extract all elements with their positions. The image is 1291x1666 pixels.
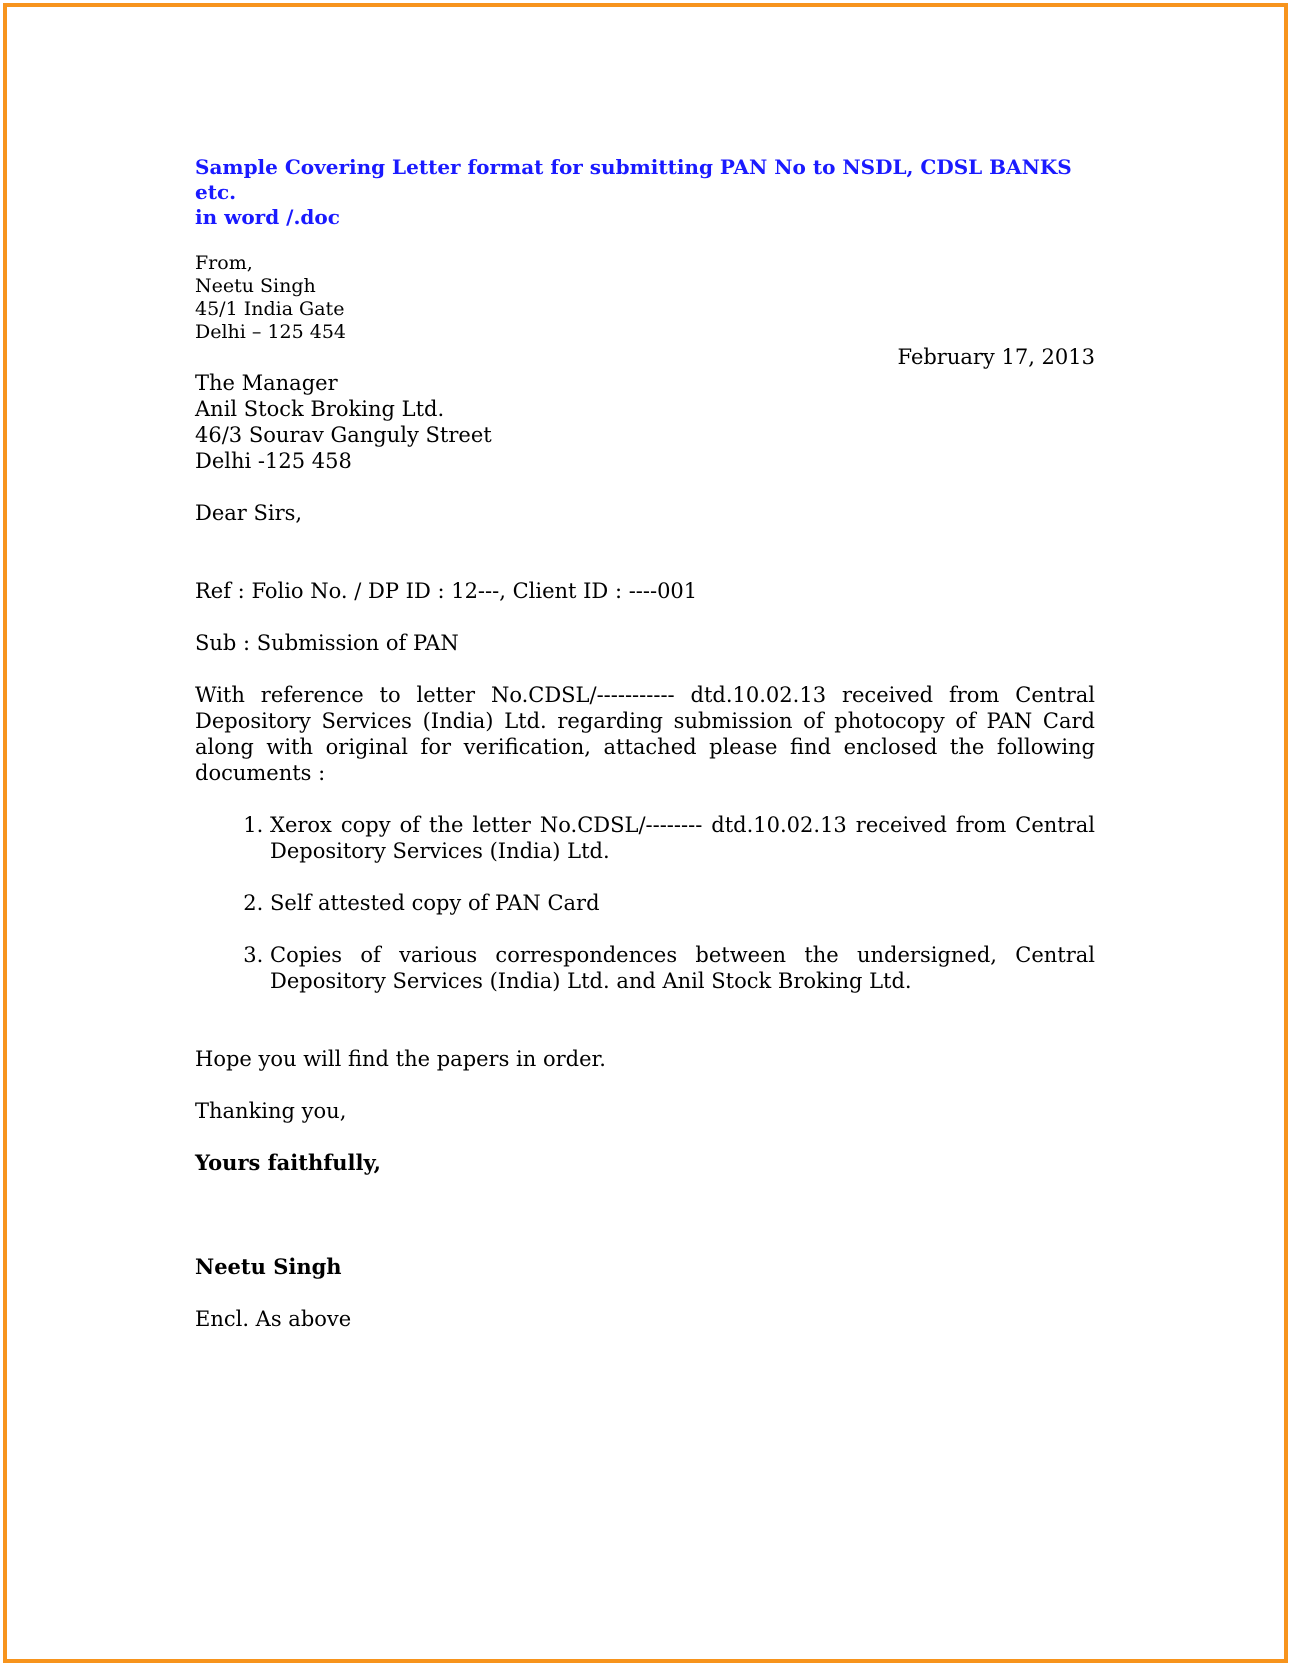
letter-date: February 17, 2013 — [897, 345, 1095, 369]
sender-label: From, — [195, 252, 253, 274]
closing-thanks: Thanking you, — [195, 1099, 347, 1123]
salutation: Dear Sirs, — [195, 501, 303, 525]
letter-content — [195, 155, 1095, 1332]
closing-hope: Hope you will find the papers in order. — [195, 1047, 606, 1071]
list-item: 2. Self attested copy of PAN Card — [270, 890, 1095, 916]
enclosure-note: Encl. As above — [195, 1307, 352, 1331]
sender-block — [195, 252, 1095, 344]
list-item: 3. Copies of various correspondences between the undersigned, Central Depository Services (India) Ltd. and Anil Stock Broking Ltd. — [270, 942, 1095, 994]
closing-faithfully: Yours faithfully, — [195, 1150, 381, 1175]
sender-name: Neetu Singh — [195, 275, 316, 297]
enclosed-documents-list — [195, 812, 1095, 994]
body-paragraph: With reference to letter No.CDSL/----------- dtd.10.02.13 received from Central Depository Services (India) Ltd. regarding submission of photocopy of PAN Card along with original for verification, attached please find enclosed the following documents : — [195, 683, 1095, 785]
signature-name: Neetu Singh — [195, 1254, 342, 1279]
recipient-title: The Manager — [195, 371, 338, 395]
subject-line: Sub : Submission of PAN — [195, 631, 459, 655]
recipient-address-2: Delhi -125 458 — [195, 449, 352, 473]
recipient-address-1: 46/3 Sourav Ganguly Street — [195, 423, 492, 447]
document-heading — [195, 155, 1095, 230]
sender-address-1: 45/1 India Gate — [195, 298, 345, 320]
recipient-block — [195, 370, 1095, 474]
sender-address-2: Delhi – 125 454 — [195, 321, 347, 343]
heading-line-1: Sample Covering Letter format for submitting PAN No to NSDL, CDSL BANKS etc. — [195, 155, 1072, 204]
recipient-company: Anil Stock Broking Ltd. — [195, 397, 445, 421]
reference-line: Ref : Folio No. / DP ID : 12---, Client ID : ----001 — [195, 579, 698, 603]
list-item: 1. Xerox copy of the letter No.CDSL/-------- dtd.10.02.13 received from Central Depository Services (India) Ltd. — [270, 812, 1095, 864]
heading-line-2: in word /.doc — [195, 205, 340, 229]
